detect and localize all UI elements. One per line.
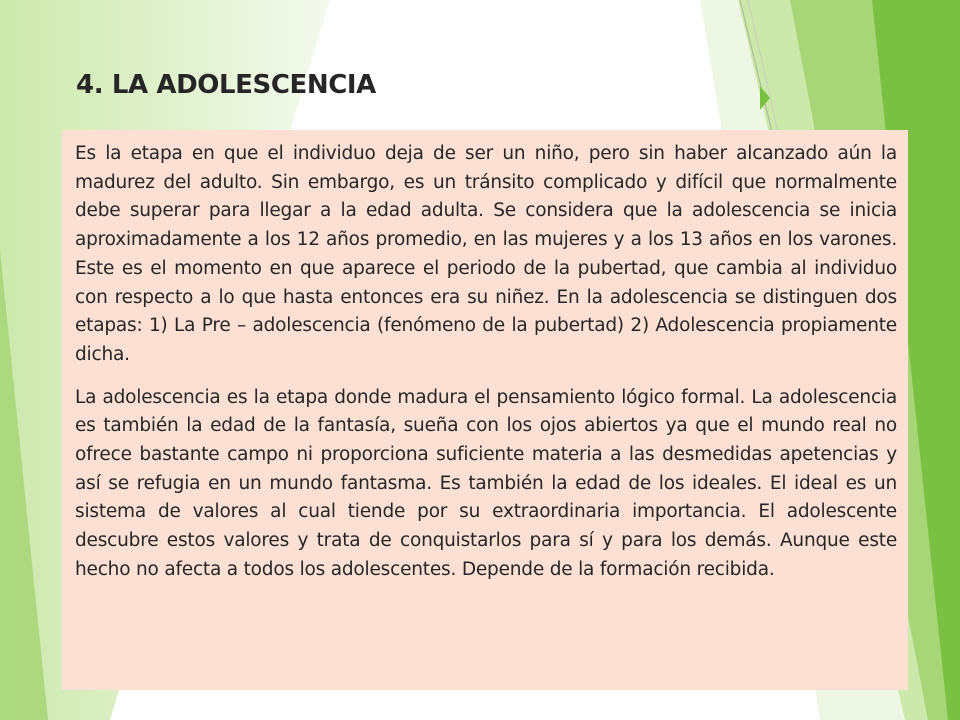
slide-title: 4. LA ADOLESCENCIA [76, 70, 376, 100]
content-box [62, 130, 908, 690]
paragraph-2: La adolescencia es la etapa donde madura el pensamiento lógico formal. La adolescencia es también la edad de la fantasía, sueña con los ojos abiertos ya que el mundo real no ofrece bastante campo ni proporciona suficiente materia a las desmedidas apetencias y así se refugia en un mundo fantasma. Es también la edad de los ideales. El ideal es un sistema de valores al cual tiende por su extraordinaria importancia. El adolescente descubre estos valores y trata de conquistarlos para sí y para los demás. Aunque este hecho no afecta a todos los adolescentes. Depende de la formación recibida. [75, 386, 897, 580]
paragraph-1: Es la etapa en que el individuo deja de ser un niño, pero sin haber alcanzado aún la madurez del adulto. Sin embargo, es un tránsito complicado y difícil que normalmente debe superar para llegar a la edad adulta. Se considera que la adolescencia se inicia aproximadamente a los 12 años promedio, en las mujeres y a los 13 años en los varones. Este es el momento en que aparece el periodo de la pubertad, que cambia al individuo con respecto a lo que hasta entonces era su niñez. En la adolescencia se distinguen dos etapas: 1) La Pre – adolescencia (fenómeno de la pubertad) 2) Adolescencia propiamente dicha. [75, 143, 897, 365]
